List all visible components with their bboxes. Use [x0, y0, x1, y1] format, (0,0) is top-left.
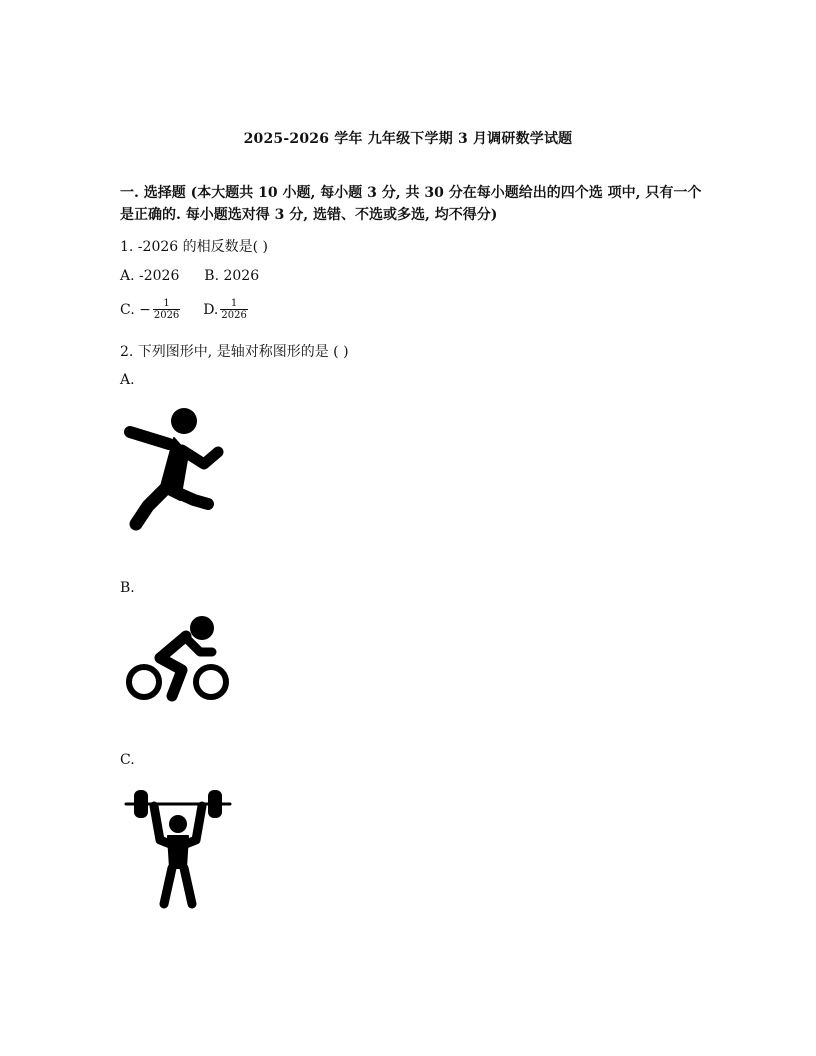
- cyclist-icon: [122, 612, 234, 704]
- section-heading: 一. 选择题 (本大题共 10 小题, 每小题 3 分, 共 30 分在每小题给出的四个选 项中, 只有一个是正确的. 每小题选对得 3 分, 选错、不选或多选, 均不得分): [120, 185, 702, 223]
- option-d-denominator: 2026: [221, 310, 247, 321]
- choice-c-label: C.: [120, 752, 135, 768]
- option-c-denominator: 2026: [153, 310, 180, 321]
- question-2-stem: 2. 下列图形中, 是轴对称图形的是 ( ): [120, 344, 349, 360]
- option-c-fraction: [153, 298, 180, 321]
- option-d-prefix: D.: [203, 301, 219, 318]
- choice-a-label: A.: [120, 372, 135, 388]
- option-c-numerator: 1: [153, 298, 180, 310]
- option-a: A. -2026: [120, 268, 180, 284]
- question-1-stem: 1. -2026 的相反数是( ): [120, 239, 268, 255]
- weightlifter-icon: [124, 784, 232, 912]
- question-1-options-cd: [120, 298, 250, 321]
- choice-b-label: B.: [120, 580, 135, 596]
- question-1-options-ab: [120, 268, 259, 284]
- option-d-fraction: [220, 298, 247, 321]
- option-d-numerator: 1: [220, 298, 247, 310]
- exam-title: 2025-2026 学年 九年级下学期 3 月调研数学试题: [243, 131, 573, 147]
- option-c-prefix: C. −: [120, 301, 151, 318]
- running-person-icon: [122, 404, 232, 534]
- option-b: B. 2026: [204, 268, 260, 284]
